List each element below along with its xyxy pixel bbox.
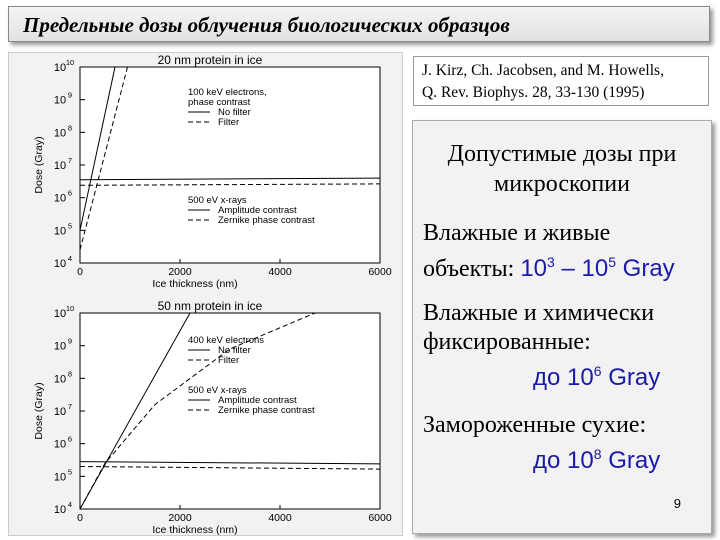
legend-group-title: phase contrast	[188, 97, 251, 108]
y-tick-label-base: 10	[53, 308, 67, 320]
panel-heading	[413, 139, 711, 199]
item-frozen-dry-value	[423, 440, 660, 475]
y-tick-label-base: 10	[53, 160, 67, 172]
y-tick-label-exponent: 10	[65, 58, 75, 67]
page-number: 9	[673, 496, 681, 511]
y-tick-label-base: 10	[53, 94, 67, 107]
chart-title: 20 nm protein in ice	[157, 53, 263, 67]
y-tick-label-base: 10	[53, 504, 67, 516]
dose-base-2: 10	[581, 255, 609, 282]
y-tick-label-exponent: 5	[67, 221, 73, 231]
item-wet-fixed-line-2: фиксированные:	[423, 329, 591, 355]
item-frozen-dry	[423, 411, 660, 475]
dose-base: 10	[520, 255, 548, 282]
item-wet-living-value	[520, 255, 674, 282]
y-tick-label-exponent: 9	[67, 336, 73, 346]
dose-base: 10	[567, 364, 594, 391]
x-tick-label: 4000	[268, 266, 292, 278]
y-tick-label-exponent: 9	[67, 90, 73, 100]
x-tick-label: 2000	[168, 512, 192, 524]
y-tick-label-exponent: 8	[67, 123, 73, 133]
y-tick-label-base: 10	[53, 127, 67, 140]
legend-group-title: 400 keV electrons	[188, 335, 265, 346]
x-tick-label: 4000	[268, 512, 292, 524]
x-axis-label: Ice thickness (nm)	[152, 524, 238, 535]
chart-panel	[8, 52, 403, 536]
reference-line-1: J. Kirz, Ch. Jacobsen, and M. Howells,	[422, 62, 664, 79]
x-tick-label: 6000	[368, 512, 392, 524]
dose-panel	[412, 120, 712, 534]
y-axis-label: Dose (Gray)	[33, 382, 45, 440]
dose-unit: Gray	[601, 447, 661, 474]
item-wet-living	[423, 219, 675, 284]
dose-exponent: 3	[547, 254, 555, 270]
x-axis-label: Ice thickness (nm)	[152, 278, 238, 290]
item-wet-fixed	[423, 299, 660, 392]
item-wet-living-line-2	[423, 248, 675, 284]
y-axis-label: Dose (Gray)	[33, 136, 45, 194]
panel-heading-line-2: микроскопии	[494, 171, 630, 197]
legend-entry-label: Filter	[218, 355, 240, 366]
legend-group-title: 100 keV electrons,	[188, 87, 267, 98]
dose-exponent: 8	[593, 446, 602, 462]
reference-box	[413, 56, 709, 106]
item-wet-fixed-value	[423, 357, 660, 392]
y-tick-label-exponent: 6	[67, 188, 73, 198]
legend-entry-label: Zernike phase contrast	[218, 215, 315, 226]
y-tick-label-base: 10	[53, 192, 67, 205]
dose-prefix: до	[533, 447, 568, 474]
legend-group-title: 500 eV x-rays	[188, 195, 247, 206]
y-tick-label-base: 10	[53, 373, 67, 386]
reference-line-2: Q. Rev. Biophys. 28, 33-130 (1995)	[422, 84, 645, 101]
y-tick-label-base: 10	[53, 406, 67, 418]
y-tick-label-exponent: 4	[67, 500, 73, 509]
item-wet-fixed-line-1: Влажные и химически	[423, 300, 655, 326]
dose-unit: Gray	[616, 255, 675, 282]
y-tick-label-base: 10	[53, 62, 67, 74]
legend-entry-label: Amplitude contrast	[218, 395, 297, 406]
legend-entry-label: No filter	[218, 107, 251, 118]
chart-title: 50 nm protein in ice	[157, 299, 263, 313]
item-frozen-dry-line-1: Замороженные сухие:	[423, 412, 647, 438]
y-tick-label-exponent: 4	[67, 254, 73, 263]
charts-svg	[9, 53, 402, 535]
y-tick-label-exponent: 7	[67, 156, 73, 165]
dose-exponent: 6	[593, 363, 602, 379]
slide-title: Предельные дозы облучения биологических образцов	[23, 13, 510, 37]
legend-entry-label: Filter	[218, 117, 240, 128]
x-tick-label: 2000	[168, 266, 192, 278]
legend-entry-label: No filter	[218, 345, 251, 356]
legend-entry-label: Amplitude contrast	[218, 205, 297, 216]
y-tick-label-base: 10	[53, 438, 67, 451]
dose-prefix: до	[533, 364, 568, 391]
y-tick-label-exponent: 8	[67, 369, 73, 379]
y-tick-label-base: 10	[53, 340, 67, 353]
dose-unit: Gray	[601, 364, 661, 391]
title-box	[8, 6, 710, 42]
x-tick-label: 6000	[368, 266, 392, 278]
x-tick-label: 0	[77, 266, 83, 278]
dose-exponent-2: 5	[608, 254, 616, 270]
y-tick-label-base: 10	[53, 225, 67, 238]
y-tick-label-exponent: 6	[67, 434, 73, 444]
y-tick-label-exponent: 10	[65, 304, 75, 313]
panel-heading-line-1: Допустимые дозы при	[447, 141, 677, 167]
item-wet-living-prefix: объекты:	[423, 256, 521, 282]
y-tick-label-base: 10	[53, 258, 67, 270]
dose-base: 10	[567, 447, 594, 474]
legend-group-title: 500 eV x-rays	[188, 385, 247, 396]
legend-entry-label: Zernike phase contrast	[218, 405, 315, 416]
y-tick-label-base: 10	[53, 471, 67, 484]
y-tick-label-exponent: 7	[67, 402, 73, 411]
item-wet-living-line-1: Влажные и живые	[423, 220, 611, 246]
x-tick-label: 0	[77, 512, 83, 524]
y-tick-label-exponent: 5	[67, 467, 73, 477]
dose-dash: –	[554, 255, 582, 282]
